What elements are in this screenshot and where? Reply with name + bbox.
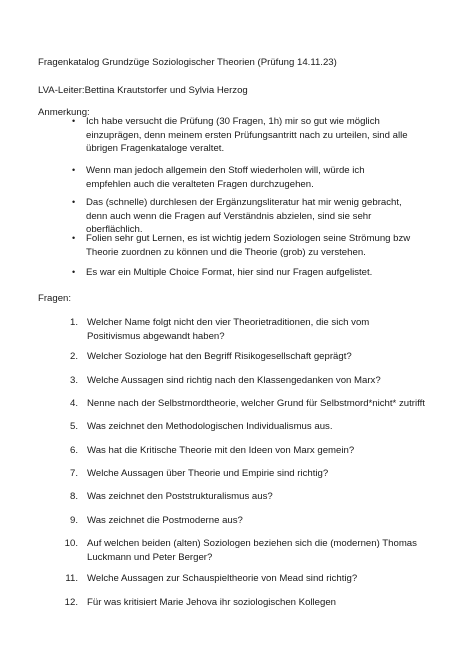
bullet-dot: • bbox=[72, 267, 76, 277]
question-number: 2. bbox=[69, 351, 78, 362]
question-number: 1. bbox=[69, 317, 78, 328]
bullet-text: Folien sehr gut Lernen, es ist wichtig jedem Soziologen seine Strömung bzw Theorie zuordnen zu können und die Theorie (grob) zu verstehen. bbox=[86, 233, 411, 258]
anmerkung-label: Anmerkung: bbox=[38, 107, 90, 118]
bullet-dot: • bbox=[72, 116, 76, 126]
question-number: 6. bbox=[69, 445, 78, 456]
question-text: Für was kritisiert Marie Jehova ihr soziologischen Kollegen bbox=[87, 597, 337, 608]
question-text: Nenne nach der Selbstmordtheorie, welcher Grund für Selbstmord*nicht* zutrifft bbox=[87, 398, 425, 409]
lva-leiter-line: LVA-Leiter:Bettina Krautstorfer und Sylvia Herzog bbox=[38, 85, 248, 96]
question-text: Welche Aussagen sind richtig nach den Klassengedanken von Marx? bbox=[87, 375, 381, 386]
question-number: 12. bbox=[64, 597, 78, 608]
bullet-dot: • bbox=[72, 197, 76, 207]
fragen-label: Fragen: bbox=[38, 293, 72, 304]
question-text: Was zeichnet den Poststrukturalismus aus? bbox=[87, 491, 273, 502]
question-number: 11. bbox=[65, 573, 78, 584]
question-number: 10. bbox=[64, 538, 78, 549]
question-number: 4. bbox=[69, 398, 78, 409]
question-text: Was hat die Kritische Theorie mit den Ideen von Marx gemein? bbox=[87, 445, 355, 456]
bullet-text: Es war ein Multiple Choice Format, hier sind nur Fragen aufgelistet. bbox=[86, 267, 373, 278]
question-number: 5. bbox=[69, 421, 78, 432]
question-number: 9. bbox=[69, 515, 78, 526]
bullet-dot: • bbox=[72, 165, 76, 175]
question-text: Was zeichnet die Postmoderne aus? bbox=[87, 515, 243, 526]
question-text: Welcher Name folgt nicht den vier Theorietraditionen, die sich vom Positivismus abgewandt haben? bbox=[87, 317, 370, 342]
bullet-text: Das (schnelle) durchlesen der Ergänzungsliteratur hat mir wenig gebracht, denn auch wenn die Fragen auf Verständnis abzielen, sind sie sehr oberflächlich. bbox=[86, 197, 402, 235]
question-text: Welcher Soziologe hat den Begriff Risikogesellschaft geprägt? bbox=[87, 351, 352, 362]
bullet-text: Wenn man jedoch allgemein den Stoff wiederholen will, würde ich empfehlen auch die veralteten Fragen durchzugehen. bbox=[86, 165, 365, 190]
question-text: Was zeichnet den Methodologischen Individualismus aus. bbox=[87, 421, 333, 432]
bullet-dot: • bbox=[72, 233, 76, 243]
question-text: Welche Aussagen über Theorie und Empirie sind richtig? bbox=[87, 468, 329, 479]
question-text: Auf welchen beiden (alten) Soziologen beziehen sich die (modernen) Thomas Luckmann und Peter Berger? bbox=[87, 538, 417, 563]
question-number: 3. bbox=[69, 375, 78, 386]
document-title: Fragenkatalog Grundzüge Soziologischer Theorien (Prüfung 14.11.23) bbox=[38, 57, 337, 68]
question-number: 8. bbox=[69, 491, 78, 502]
question-number: 7. bbox=[69, 468, 78, 479]
question-text: Welche Aussagen zur Schauspieltheorie von Mead sind richtig? bbox=[87, 573, 358, 584]
bullet-text: Ich habe versucht die Prüfung (30 Fragen, 1h) mir so gut wie möglich einzuprägen, denn meinem ersten Prüfungsantritt nach zu urteilen, sind alle übrigen Fragenkataloge veraltet. bbox=[86, 116, 408, 154]
